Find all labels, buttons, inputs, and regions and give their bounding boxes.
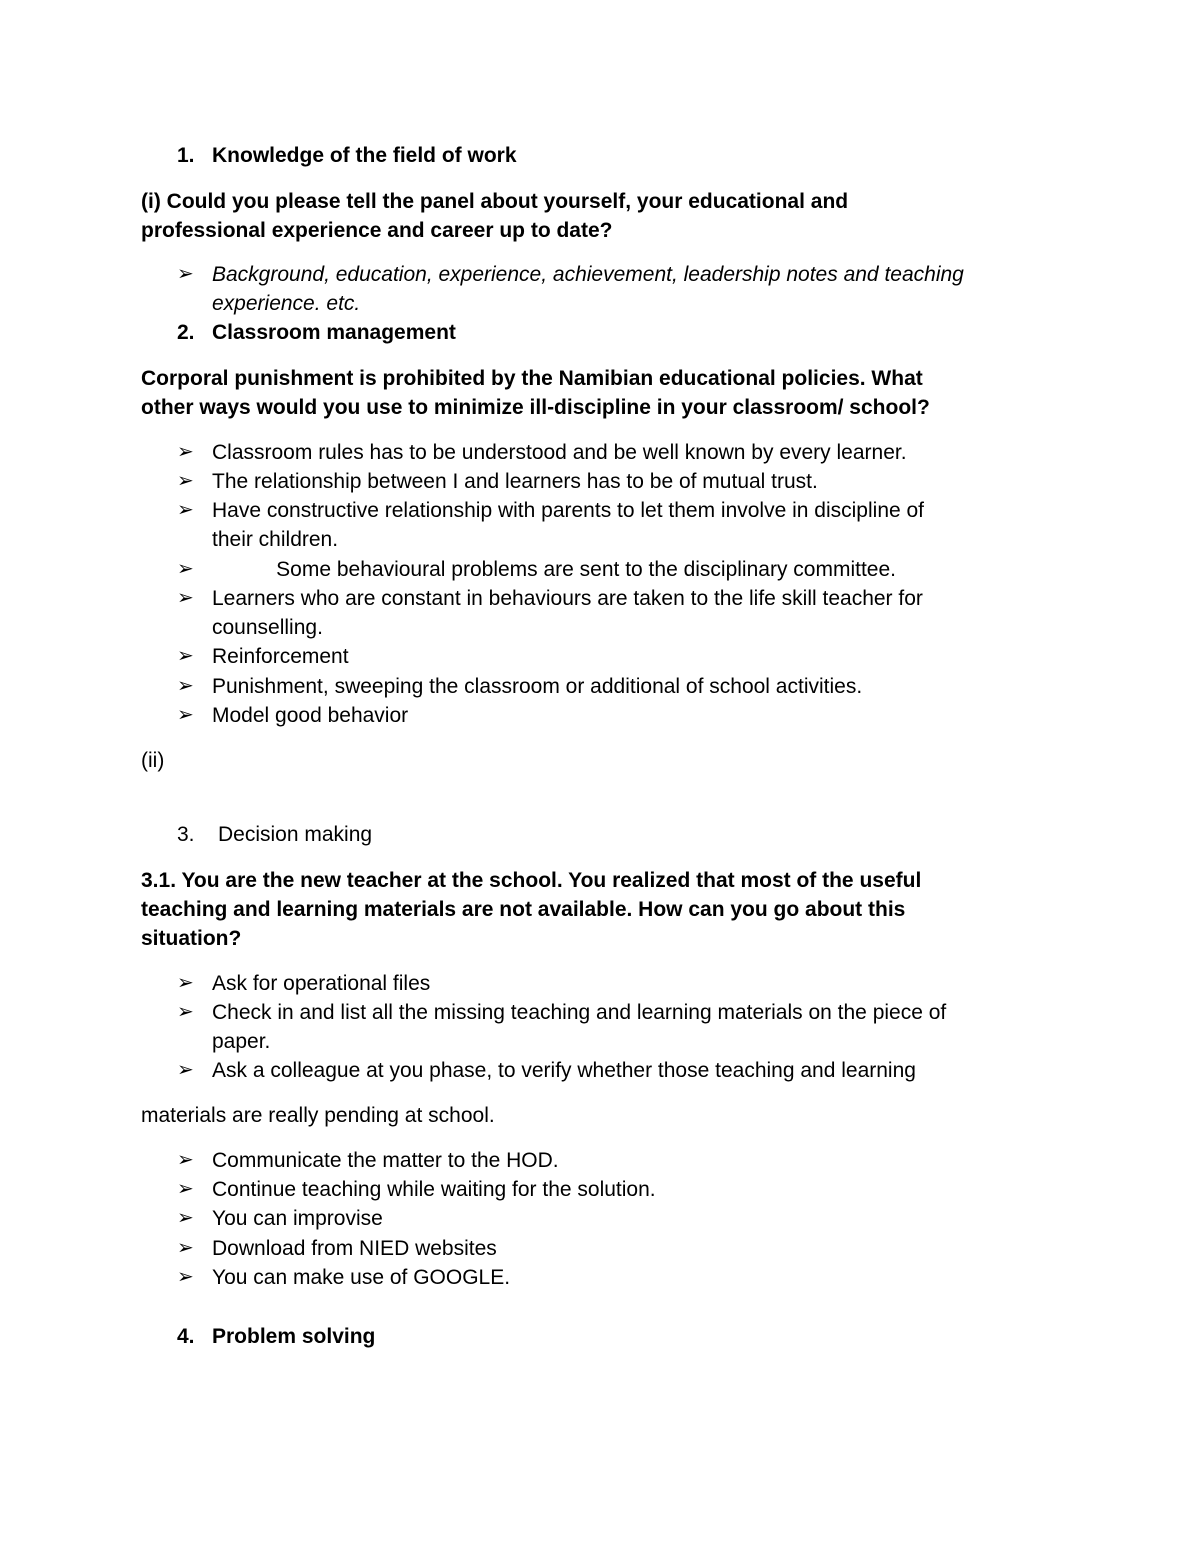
bullet-text: Some behavioural problems are sent to the disciplinary committee. [212,558,896,581]
arrow-bullet-icon: ➢ [177,558,194,580]
bullet-text: Continue teaching while waiting for the solution. [212,1178,656,1201]
arrow-bullet-icon: ➢ [177,704,194,726]
bullet-text: Background, education, experience, achievement, leadership notes and teaching [212,263,964,286]
bullet-text: Check in and list all the missing teaching and learning materials on the piece of [212,1001,947,1024]
bullet-text: Classroom rules has to be understood and be well known by every learner. [212,441,907,464]
bullet-text: counselling. [212,616,323,639]
arrow-bullet-icon: ➢ [177,1266,194,1288]
bullet-text: Learners who are constant in behaviours are taken to the life skill teacher for [212,587,923,610]
question-1-line-1: (i) Could you please tell the panel about yourself, your educational and [141,190,849,213]
bullet-text: Ask for operational files [212,972,431,995]
arrow-bullet-icon: ➢ [177,1001,194,1023]
bullet-text: Download from NIED websites [212,1237,497,1260]
question-3-line-2: teaching and learning materials are not available. How can you go about this [141,898,906,921]
question-3-line-1: 3.1. You are the new teacher at the school. You realized that most of the useful [141,869,922,892]
sub-question-label: (ii) [141,749,165,772]
question-3-line-3: situation? [141,927,242,950]
question-1-line-2: professional experience and career up to date? [141,219,613,242]
bullet-text: Model good behavior [212,704,409,727]
arrow-bullet-icon: ➢ [177,263,194,285]
arrow-bullet-icon: ➢ [177,645,194,667]
arrow-bullet-icon: ➢ [177,1237,194,1259]
arrow-bullet-icon: ➢ [177,1059,194,1081]
arrow-bullet-icon: ➢ [177,587,194,609]
arrow-bullet-icon: ➢ [177,499,194,521]
bullet-text: experience. etc. [212,292,361,315]
section-4-title: Problem solving [212,1325,376,1348]
question-2-line-1: Corporal punishment is prohibited by the Namibian educational policies. What [141,367,923,390]
section-2-number: 2. [177,321,195,344]
bullet-text: You can make use of GOOGLE. [212,1266,511,1289]
bullet-text: Communicate the matter to the HOD. [212,1149,559,1172]
arrow-bullet-icon: ➢ [177,1178,194,1200]
question-2-line-2: other ways would you use to minimize ill-discipline in your classroom/ school? [141,396,930,419]
bullet-text: Reinforcement [212,645,349,668]
bullet-text: their children. [212,528,339,551]
bullet-text: Have constructive relationship with parents to let them involve in discipline of [212,499,925,522]
bullet-text: Ask a colleague at you phase, to verify whether those teaching and learning [212,1059,916,1082]
section-1-title: Knowledge of the field of work [212,144,517,167]
section-1-number: 1. [177,144,195,167]
arrow-bullet-icon: ➢ [177,470,194,492]
arrow-bullet-icon: ➢ [177,972,194,994]
continuation-text: materials are really pending at school. [141,1104,495,1127]
bullet-text: Punishment, sweeping the classroom or additional of school activities. [212,675,863,698]
section-4-number: 4. [177,1325,195,1348]
section-2-title: Classroom management [212,321,456,344]
bullet-text: paper. [212,1030,271,1053]
arrow-bullet-icon: ➢ [177,441,194,463]
arrow-bullet-icon: ➢ [177,1207,194,1229]
bullet-text: You can improvise [212,1207,383,1230]
bullet-text: The relationship between I and learners has to be of mutual trust. [212,470,818,493]
arrow-bullet-icon: ➢ [177,1149,194,1171]
section-3-number: 3. [177,823,195,846]
arrow-bullet-icon: ➢ [177,675,194,697]
section-3-title: Decision making [218,823,373,846]
